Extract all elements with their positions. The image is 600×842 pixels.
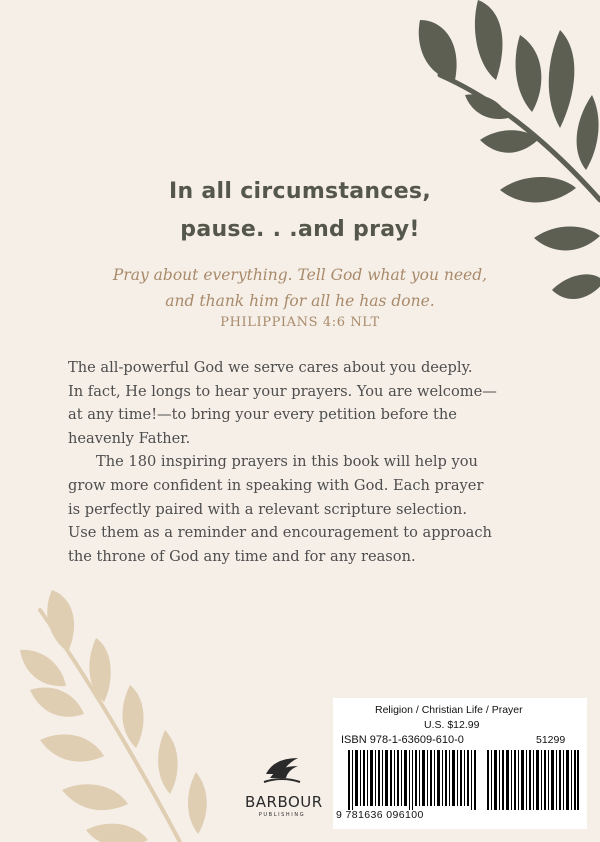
scripture-quote — [0, 262, 600, 314]
body-line: In fact, He longs to hear your prayers. You are welcome— — [68, 382, 497, 400]
isbn-barcode-icon — [348, 736, 476, 810]
body-line: the throne of God any time and for any reason. — [68, 547, 416, 565]
scripture-reference: PHILIPPIANS 4:6 NLT — [220, 315, 380, 330]
body-line: is perfectly paired with a relevant scripture selection. — [68, 500, 467, 518]
body-line: The 180 inspiring prayers in this book will help you — [96, 453, 478, 471]
body-line: grow more confident in speaking with God. Each prayer — [68, 476, 484, 494]
book-wave-logo-icon — [260, 752, 304, 786]
bisac-category: Religion / Christian Life / Prayer — [375, 704, 523, 716]
headline-line-1: In all circumstances, — [169, 179, 431, 204]
body-line: at any time!—to bring your every petition before the — [68, 406, 457, 424]
headline — [0, 173, 600, 249]
price-barcode-icon — [487, 736, 579, 810]
light-leaf-branch-icon — [0, 590, 240, 842]
price-label: U.S. $12.99 — [424, 719, 480, 731]
publisher-name: BARBOUR — [245, 793, 323, 811]
quote-line-1: Pray about everything. Tell God what you need, — [112, 266, 488, 284]
description — [68, 356, 548, 568]
body-line: The all-powerful God we serve cares about you deeply. — [68, 359, 473, 376]
headline-line-2: pause. . .and pray! — [180, 217, 420, 242]
publisher-sub: PUBLISHING — [258, 812, 306, 818]
publisher-logo — [245, 752, 323, 818]
barcode-digits: 9 781636 096100 — [336, 809, 424, 821]
quote-line-2: and thank him for all he has done. — [165, 292, 435, 310]
price-code: 51299 — [536, 734, 566, 746]
body-line: Use them as a reminder and encouragement to approach — [68, 524, 492, 542]
isbn-label: ISBN 978-1-63609-610-0 — [341, 734, 464, 746]
body-line: heavenly Father. — [68, 429, 191, 447]
